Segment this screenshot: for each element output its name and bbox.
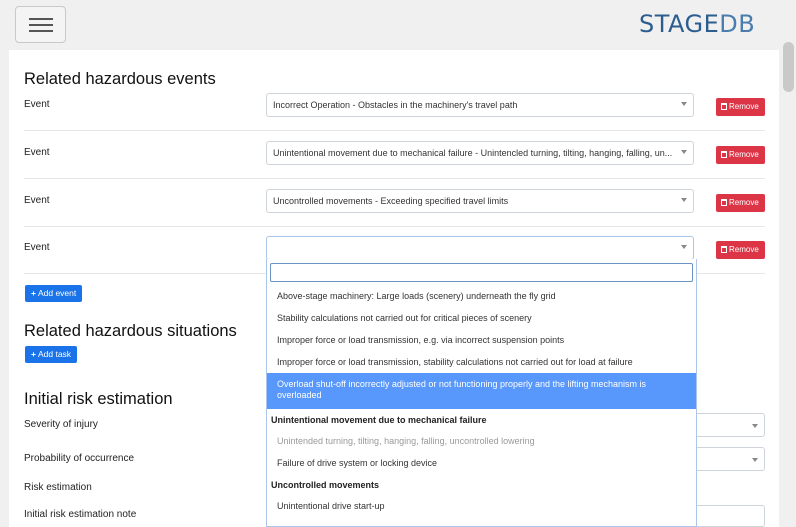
add-task-button[interactable]: + Add task: [25, 346, 77, 363]
hazardous-events-title: Related hazardous events: [24, 70, 216, 88]
plus-icon: +: [31, 288, 36, 298]
chevron-down-icon: [681, 102, 687, 106]
event-dropdown-menu: [266, 259, 697, 527]
event-select-2[interactable]: Unintentional movement due to mechanical failure - Unintencled turning, tilting, hanging, falling, un...: [266, 141, 694, 165]
dropdown-option-selected[interactable]: Overload shut-off incorrectly adjusted or not functioning properly and the lifting mechanism is overloaded: [267, 373, 696, 409]
trash-icon: [721, 246, 727, 253]
risk-estimation-title: Initial risk estimation: [24, 390, 173, 408]
risk-note-field[interactable]: [690, 505, 765, 527]
severity-label: Severity of injury: [24, 419, 98, 430]
dropdown-option[interactable]: Above-stage machinery: Large loads (scenery) underneath the fly grid: [277, 291, 556, 301]
remove-event-button-4[interactable]: Remove: [716, 241, 765, 259]
dropdown-option[interactable]: Failure of drive system or locking device: [277, 458, 438, 468]
trash-icon: [721, 199, 727, 206]
hamburger-icon: [29, 18, 53, 20]
divider: [24, 130, 765, 131]
event-select-1[interactable]: Incorrect Operation - Obstacles in the machinery's travel path: [266, 93, 694, 117]
dropdown-option[interactable]: Improper force or load transmission, e.g. via incorrect suspension points: [277, 335, 565, 345]
chevron-down-icon: [681, 150, 687, 154]
plus-icon: +: [31, 349, 36, 359]
event-select-4[interactable]: [266, 236, 694, 260]
event-label-4: Event: [24, 242, 50, 253]
dropdown-group-header: Unintentional movement due to mechanical failure: [271, 415, 487, 425]
remove-event-button-1[interactable]: Remove: [716, 98, 765, 116]
app-logo[interactable]: STAGEDB: [639, 10, 756, 38]
chevron-down-icon: [681, 245, 687, 249]
remove-event-button-2[interactable]: Remove: [716, 146, 765, 164]
chevron-down-icon: [681, 198, 687, 202]
remove-event-button-3[interactable]: Remove: [716, 194, 765, 212]
dropdown-option[interactable]: Unintentional drive start-up: [277, 501, 385, 511]
event-label-1: Event: [24, 99, 50, 110]
dropdown-search-input[interactable]: [270, 263, 693, 282]
risk-note-label: Initial risk estimation note: [24, 509, 137, 520]
dropdown-option[interactable]: Improper force or load transmission, stability calculations not carried out for load at failure: [277, 357, 633, 367]
chevron-down-icon: [752, 424, 758, 428]
risk-estimation-label: Risk estimation: [24, 482, 92, 493]
probability-select[interactable]: [690, 447, 765, 471]
top-bar: [0, 0, 796, 50]
dropdown-option-disabled: Unintended turning, tilting, hanging, falling, uncontrolled lowering: [277, 436, 535, 446]
scrollbar-thumb[interactable]: [783, 42, 794, 92]
divider: [24, 178, 765, 179]
divider: [24, 226, 765, 227]
event-label-3: Event: [24, 195, 50, 206]
trash-icon: [721, 103, 727, 110]
event-label-2: Event: [24, 147, 50, 158]
page-scrollbar[interactable]: [780, 42, 796, 527]
dropdown-option[interactable]: Stability calculations not carried out for critical pieces of scenery: [277, 313, 532, 323]
add-event-button[interactable]: + Add event: [25, 285, 82, 302]
probability-label: Probability of occurrence: [24, 453, 135, 464]
event-select-3[interactable]: Uncontrolled movements - Exceeding specified travel limits: [266, 189, 694, 213]
severity-select[interactable]: [690, 413, 765, 437]
menu-toggle-button[interactable]: [15, 6, 66, 43]
chevron-down-icon: [752, 458, 758, 462]
dropdown-options-list: [267, 285, 696, 517]
trash-icon: [721, 151, 727, 158]
hazardous-situations-title: Related hazardous situations: [24, 322, 237, 340]
dropdown-group-header: Uncontrolled movements: [271, 480, 380, 490]
